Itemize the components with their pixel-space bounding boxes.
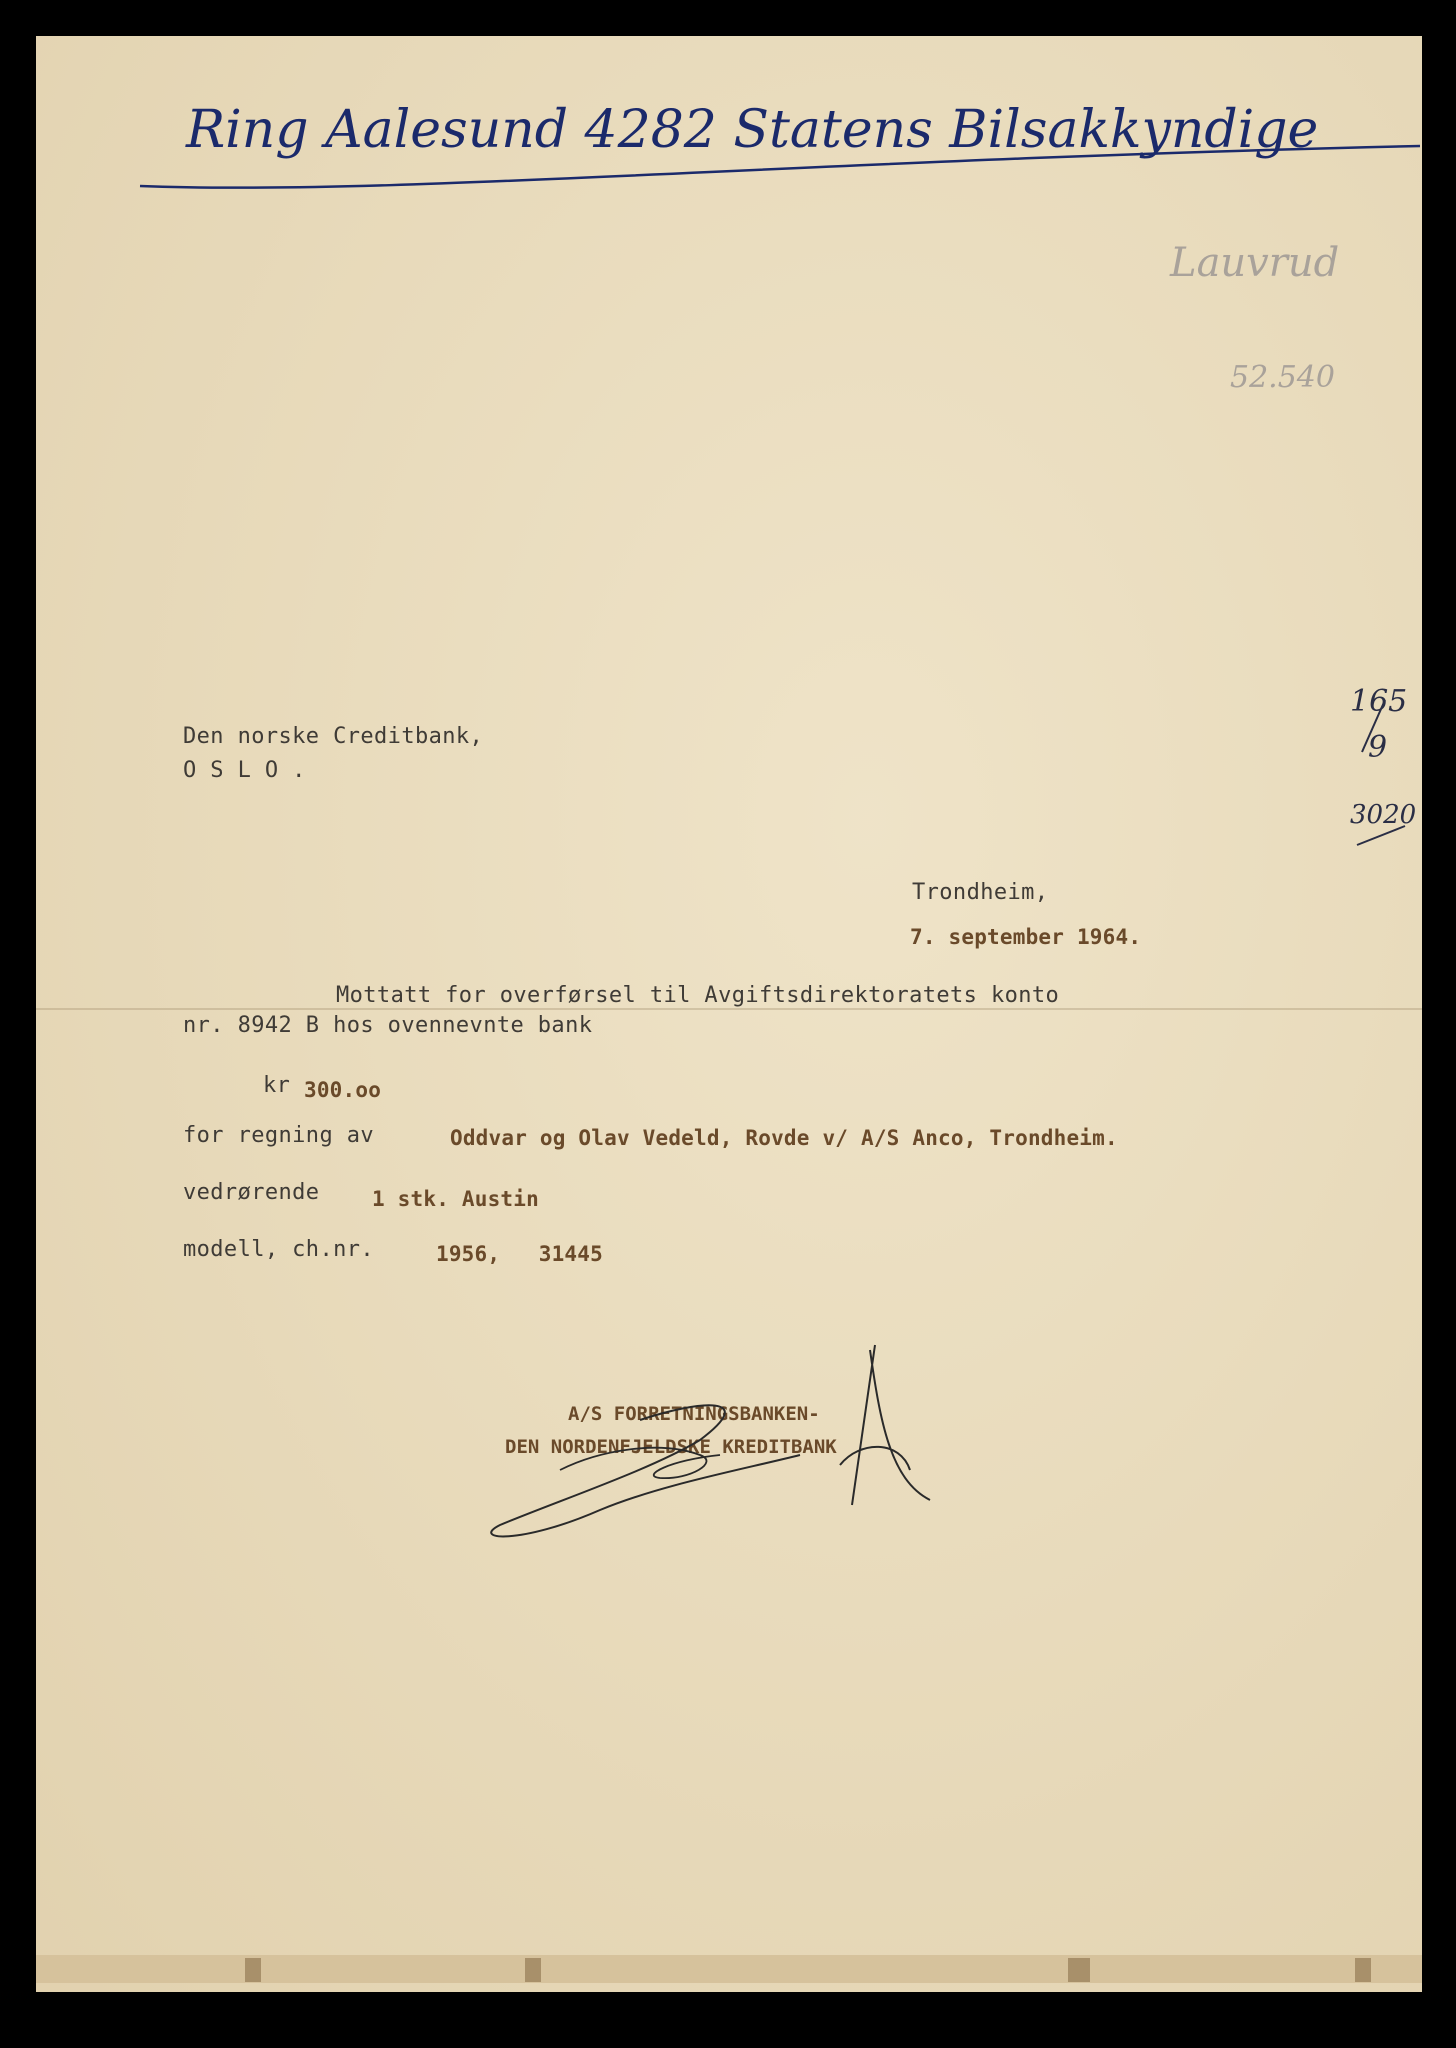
for-label: for regning av	[183, 1123, 375, 1148]
body-line2: nr. 8942 B hos ovennevnte bank	[183, 1013, 593, 1038]
recipient-line2: O S L O .	[183, 758, 306, 783]
binding-tab	[1068, 1958, 1090, 1982]
margin-number: 3020	[1350, 800, 1417, 830]
regarding-value: 1 stk. Austin	[372, 1187, 539, 1211]
pencil-note-number: 52.540	[1230, 360, 1335, 395]
recipient-line1: Den norske Creditbank,	[183, 724, 484, 749]
model-label: modell, ch.nr.	[183, 1237, 375, 1262]
stamp-line2: DEN NORDENFJELDSKE KREDITBANK	[505, 1436, 837, 1458]
binding-tab	[1355, 1958, 1371, 1982]
model-value: 1956, 31445	[436, 1242, 603, 1266]
city-line: Trondheim,	[912, 880, 1049, 905]
binding-tab	[525, 1958, 541, 1982]
amount-value: 300.oo	[304, 1078, 382, 1102]
margin-fraction-top: 165	[1350, 684, 1408, 719]
margin-fraction-bottom: 9	[1368, 730, 1388, 765]
handwritten-header: Ring Aalesund 4282 Statens Bilsakkyndige	[186, 100, 1319, 160]
regarding-label: vedrørende	[183, 1180, 320, 1205]
for-value: Oddvar og Olav Vedeld, Rovde v/ A/S Anco, Trondheim.	[450, 1126, 1118, 1150]
date-line: 7. september 1964.	[910, 925, 1142, 949]
stamp-line1: A/S FORRETNINGSBANKEN-	[568, 1403, 820, 1425]
body-line1: Mottatt for overførsel til Avgiftsdirektoratets konto	[336, 983, 1060, 1008]
binding-tab	[245, 1958, 261, 1982]
amount-label: kr	[263, 1073, 291, 1098]
bottom-binding-strip	[36, 1955, 1422, 1983]
pencil-note-name: Lauvrud	[1170, 240, 1340, 286]
